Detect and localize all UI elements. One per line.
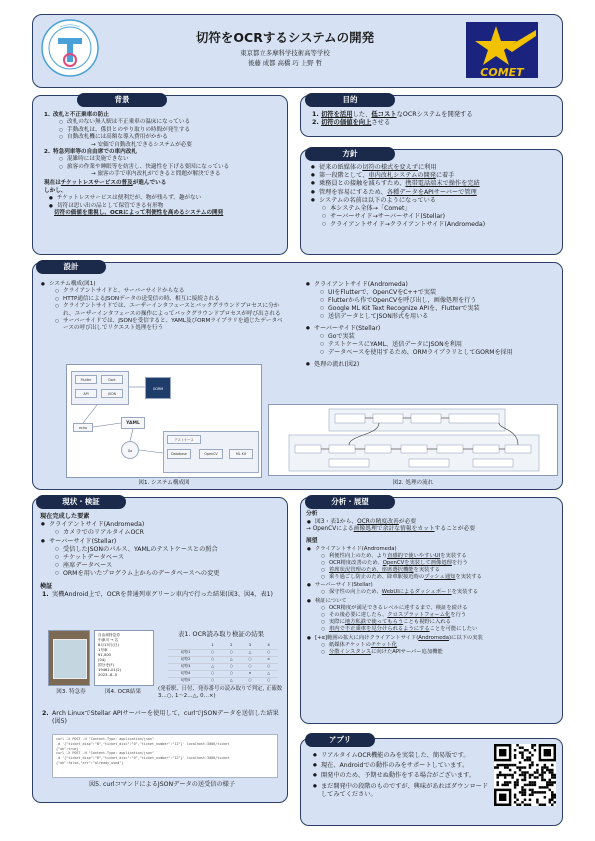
client-feature: ○ カメラでのリアルタイムOCR: [55, 529, 284, 537]
code-line: curl -X POST -H "Content-Type: application/json": [56, 751, 154, 756]
background-sub-item: ○ 手動改札は、係員とのやり取りの時間が発生する: [59, 127, 280, 134]
design-title: 設計: [36, 260, 106, 274]
implemented-list: [40, 521, 284, 578]
table-header-cell: 3: [241, 642, 260, 649]
background-body: [44, 112, 280, 217]
outlook-client-item: ○ 着席状況管理のため、座席選択機能を実装する: [321, 567, 558, 574]
school-name: 東京都立多摩科学技術高等学校: [240, 49, 330, 57]
outlook-server-sub: [315, 589, 558, 596]
background-sub-list: [53, 119, 280, 141]
policy-item: ● 乗務員との接触を減らすため、携帯電話端末で操作を完結: [310, 180, 558, 188]
table-header-row: [168, 642, 278, 649]
design-item: ● サーバーサイド(Stellar) ○ Goで実装 ○ テストケースにYAML、送信データにJSONを利用 ○ データベースを使用するため、ORMライブラリとしてGORMを採用: [305, 325, 557, 357]
outlook-verify: ● 検証について ○ OCR精度が満足できるレベルに達するまで、検証を続ける ○ その後必要に達したら、クロスプラットフォーム化を行う ○ 実際に地方私鉄で使ってもらうことも視野に入れる ○ 車内で不正乗車を見分けられるようにすることを可能にしたい: [306, 598, 558, 633]
design-sub-item: ○ クライアントサイドと、サーバーサイドからなる: [55, 288, 284, 295]
design-item: ● クライアントサイド(Andromeda) ○ UIをFlutterで、OpenCVをC++で実装 ○ Flutterから作でOpenCVを呼び出し，画像処理を行う ○ Google ML Kit Text Recognize APIを、Flutterで実装 ○ 送信データとしてJSON形式を用いる: [305, 281, 557, 321]
client-sub-list: [49, 529, 284, 537]
analysis-body: [306, 511, 558, 656]
table-cell: ○: [259, 677, 278, 684]
comet-logo-text: COMET: [480, 66, 524, 78]
table-cell: 切符4: [168, 670, 203, 677]
background-however: しかし、: [44, 187, 67, 194]
background-arrow: → 安価で自動改札できるシステムが必要: [91, 141, 192, 148]
outlook-verify-item: ○ 実際に地方私鉄で使ってもらうことも視野に入れる: [321, 619, 558, 626]
ocr-result-image: [94, 630, 154, 686]
table-cell: △: [259, 670, 278, 677]
download-qr-code[interactable]: [494, 744, 556, 806]
policy-item: ● 従来の紙媒体の切符の様式を変えずに利用: [310, 164, 558, 172]
app-item: ● 開発中のため、予期せぬ動作をする場合がございます。: [312, 772, 492, 780]
design-sub-item: ○ 送信データとしてJSON形式を用いる: [320, 313, 557, 321]
results-title: 現状・検証: [36, 495, 126, 509]
table-header-cell: 1: [203, 642, 222, 649]
fig4-caption: 図4. OCR結果: [104, 689, 142, 695]
diagram-node-api: API: [75, 389, 97, 398]
design-sub-item: ○ サーバーサイドでは、JSONを受信すると、YAML及びORMライブラリを通じたデータベースの呼び出しでリクエスト処理を行う: [55, 318, 284, 333]
ticket-photo: [48, 630, 90, 686]
app-body: [312, 752, 492, 801]
outlook-client: ● クライアントサイド(Andromeda) ○ 利便性向上のため、より直感的で使いやすいUIを実装する ○ OCR精度改善のため、OpenCVを実装して画像処理を行う ○ 着席状況管理のため、座席選択機能を実装する ○ 乗り過ごし防止のため、降車駅接近時のプッシュ通知を実装する: [306, 546, 558, 581]
diagram-node-mlkit: ML Kit: [229, 449, 253, 459]
process-flow-diagram: [269, 405, 559, 477]
background-note-item: ● チケットレスサービスは便利だが、物が残らず、趣がない: [48, 195, 280, 202]
policy-item: ● 第一段階として、車内改札システムの開発に着手: [310, 172, 558, 180]
table-cell: ○: [222, 663, 241, 670]
design-item: ● 処理の流れ(図2): [305, 361, 557, 369]
fig5-caption: 図5. curlコマンドによるJSONデータの送受信の様子: [88, 781, 236, 788]
design-sub-item: ○ テストケースにYAML、送信データにJSONを利用: [320, 341, 557, 349]
policy-name-item: ○ 本システム全体→「Comet」: [322, 205, 558, 213]
outlook-future-item: ○ 分散インスタンスに向けたAPIサーバー追加機能: [321, 649, 558, 656]
table-cell: △: [241, 649, 260, 656]
server-sub-list: [49, 546, 284, 579]
results-body: [40, 513, 284, 599]
ocr-line: 2023.-8.-5: [98, 672, 118, 677]
outlook-server: ● サーバーサイド(Stellar) ○ 保守性の向上のため、WebUIによるダッシュボードを実装する: [306, 582, 558, 596]
code-line: -d '{"ticket_disp":"B","ticket_disc":"0","ticket_number":"12"}' localhost:3000/ticket: [56, 756, 230, 761]
diagram-node-opencv: OpenCV: [199, 449, 223, 459]
table-row: [168, 670, 278, 677]
table-cell: ○: [241, 663, 260, 670]
app-list: [312, 752, 492, 799]
design-left-list: [40, 281, 284, 333]
ocr-line: 1号車: [98, 647, 108, 652]
table-cell: △: [222, 656, 241, 663]
table-cell: ○: [203, 656, 222, 663]
table-header-cell: [168, 642, 203, 649]
table-cell: △: [222, 677, 241, 684]
background-note-item: ● 切符は思い出の品として保管できる有形物: [48, 203, 280, 210]
policy-body: [310, 164, 558, 230]
design-sub-item: ○ Flutterから作でOpenCVを呼び出し，画像処理を行う: [320, 297, 557, 305]
diagram-node-go: Go: [121, 441, 139, 459]
background-sub-item: ○ 改札のない無人駅は不正乗車の温床になっている: [59, 119, 280, 126]
app-item: ● 現在、Androidでの動作のみをサポートしています。: [312, 762, 492, 770]
table1-caption: 表1. OCR読み取り検証の結果: [178, 630, 264, 638]
outlook-future-item: ○ 紙媒体チケットのチケット化: [321, 642, 558, 649]
background-note: 現在はチケットレスサービスの普及が進んでいる: [44, 180, 167, 187]
outlook-future: ● [+α]範囲の拡大に向けクライアントサイド(Andromeda)に以下の実装 ○ 紙媒体チケットのチケット化 ○ 分散インスタンスに向けたAPIサーバー追加機能: [306, 635, 558, 656]
table-cell: △: [203, 663, 222, 670]
table-cell: 切符3: [168, 663, 203, 670]
analysis-item: ● 図3・表1から、OCRの精度改善が必要: [306, 519, 558, 527]
analysis-list: [306, 519, 558, 527]
ocr-line: 8月13日(日): [98, 642, 119, 647]
school-logo-icon: [40, 18, 100, 78]
design-left-body: [40, 281, 284, 337]
outlook-future-sub: [315, 642, 558, 656]
policy-title: 方針: [305, 147, 395, 161]
background-sub-item: ○ 自動改札機には高額な導入費用がかかる: [59, 134, 280, 141]
ocr-verification-table: [168, 642, 278, 685]
comet-logo-icon: [466, 22, 538, 78]
ocr-line: 19461-01(2): [98, 667, 121, 672]
policy-name-item: ○ サーバーサイド→サーバーサイド(Stellar): [322, 213, 558, 221]
code-line: {"ok":true}: [56, 746, 79, 751]
outlook-heading: 展望: [306, 537, 318, 544]
table-header-cell: 2: [222, 642, 241, 649]
ocr-line: 国分寺(F): [98, 662, 115, 667]
outlook-list: [306, 546, 558, 657]
server-item: ● サーバーサイド(Stellar) ○ 受信したJSONのパルス、YAMLのテストケースとの照合 ○ チケットデータベース ○ 座席データベース ○ ORMを用いたプログラム上からのデータベースへの変更: [40, 538, 284, 579]
purpose-list: [312, 111, 558, 128]
policy-item: ● 管理を容易にするため、各種データをAPIサーバーで管理: [310, 189, 558, 197]
table-cell: 切符5: [168, 677, 203, 684]
design-sub-list: [49, 288, 284, 332]
design-sub-list: [314, 289, 557, 321]
system-diagram-figure: [66, 364, 262, 478]
background-sub-item: ○ 旅客の作業や睡眠等を妨害し、快適性を下げる要因になっている: [59, 164, 280, 171]
verify-item-1: 1. 実機Android上で，OCRを普通列車グリーン車内で行った結果(図3、図4，表1): [42, 590, 273, 598]
table-cell: ○: [241, 656, 260, 663]
fig3-caption: 図3. 特急券: [56, 689, 86, 695]
design-item: ● システム構成(図1) ○ クライアントサイドと、サーバーサイドからなる ○ HTTP通信によるJSONデータの送受信の時、相互に接続される ○ クライアントサイドでは、ユーザーインタフェースとバックグラウンドプロセスに分かれ、ユーザーインタフェースの操作によってバックグラウンドプロセスが呼び出される ○ サーバーサイドでは、JSONを受信すると、YAML及びORMライブラリを通じたデータベースの呼び出しでリクエスト処理を行う: [40, 281, 284, 333]
server-feature: ○ 座席データベース: [55, 562, 284, 570]
background-item: 2. 特急列車等の自由席での車内改札 ○ 混雑時には実施できない ○ 旅客の作業や睡眠等を妨害し、快適性を下げる要因になっている → 旅客の手で車内改札ができると問題が解決できる: [44, 149, 280, 179]
outlook-client-sub: [315, 553, 558, 581]
table-cell: ○: [259, 649, 278, 656]
policy-list: [310, 164, 558, 205]
background-conclusion: 切符の価値を重視し、OCRによって利便性を高めるシステムの開発: [54, 209, 224, 216]
ocr-line: 自由席特急券: [98, 633, 121, 637]
diagram-node-yaml: YAML: [121, 417, 145, 429]
table-cell: ○: [222, 670, 241, 677]
outlook-verify-sub: [315, 605, 558, 633]
app-item: ● リアルタイムOCR機能のみを実装した、簡易版です。: [312, 752, 492, 760]
design-sub-item: ○ HTTP通信によるJSONデータの送受信の時、相互に接続される: [55, 296, 284, 303]
authors: 後藤 成都 高橋 巧 上野 哲: [247, 59, 323, 67]
analysis-heading: 分析: [306, 511, 318, 517]
table-row: [168, 663, 278, 670]
outlook-verify-item: ○ 車内で不正乗車を見分けられるようにすることを可能にしたい: [321, 626, 558, 633]
design-sub-item: ○ Goで実装: [320, 333, 557, 341]
diagram-node-echo: echo: [73, 423, 93, 432]
table-cell: ○: [203, 670, 222, 677]
table1-note: (発着駅、日付、発券番号の読み取りで判定, 正確数3…○, 1〜2…△, 0…×): [158, 686, 283, 700]
design-sub-item: ○ データベースを使用するため、ORMライブラリとしてGORMを採用: [320, 349, 557, 357]
design-right-list: [305, 281, 557, 369]
ocr-line: 中津川 → 名: [98, 637, 119, 642]
table-row: [168, 649, 278, 656]
table-row: [168, 677, 278, 684]
table-row: [168, 656, 278, 663]
app-item: ● まだ開発中の段階のものですが、興味があればダウンロードしてみてください。: [312, 783, 492, 799]
diagram-node-gorm: GORM: [145, 377, 171, 399]
code-line: curl -X POST -H "Content-Type: application/json": [56, 737, 154, 741]
purpose-item: 1. 切符を活用した、低コストなOCRシステムを開発する: [312, 111, 473, 118]
policy-name-item: ○ クライアントサイド→クライアントサイド(Andromeda): [322, 221, 558, 229]
verify-item-2: 2. Arch LinuxでStellar APIサーバーを使用して，curlでJSONデータを送信した結果(図5): [42, 710, 279, 726]
outlook-client-item: ○ 乗り過ごし防止のため、降車駅接近時のプッシュ通知を実装する: [321, 574, 558, 581]
diagram-node-flutter: Flutter: [75, 375, 97, 384]
outlook-client-item: ○ 利便性向上のため、より直感的で使いやすいUIを実装する: [321, 553, 558, 560]
code-line: {"ok":false,"err":"already_used"}: [56, 760, 124, 765]
table-cell: ○: [203, 649, 222, 656]
background-note-list: [44, 195, 280, 210]
server-feature: ○ ORMを用いたプログラム上からのデータベースへの変更: [55, 570, 284, 578]
ticketless-highlight: チケットレスサービスの普及: [60, 180, 133, 187]
curl-json-output: [52, 734, 278, 778]
background-item: 1. 改札と不正乗車の防止 ○ 改札のない無人駅は不正乗車の温床になっている ○ 手動改札は、係員とのやり取りの時間が発生する ○ 自動改札機には高額な導入費用がかかる → 安価で自動改札できるシステムが必要: [44, 112, 280, 149]
diagram-node-json: JSON: [101, 389, 123, 398]
background-arrow: → 旅客の手で車内改札ができると問題が解決できる: [91, 171, 221, 177]
ocr-line: (04): [98, 657, 106, 662]
background-list: [44, 112, 280, 178]
server-feature: ○ 受信したJSONのパルス、YAMLのテストケースとの照合: [55, 546, 284, 554]
diagram-node-dart: Dart: [101, 375, 123, 384]
analysis-title: 分析・展望: [305, 495, 395, 509]
fig2-caption: 図2. 処理の流れ: [392, 480, 434, 486]
diagram-node-database: Database: [167, 449, 191, 459]
diagram-connectors: [67, 365, 263, 479]
outlook-verify-item: ○ OCR精度が満足できるレベルに達するまで、検証を続ける: [321, 605, 558, 612]
table-cell: ○: [241, 677, 260, 684]
ocr-line: ¥1,000: [98, 652, 111, 657]
table-cell: 切符1: [168, 649, 203, 656]
verify-heading: 検証: [40, 582, 53, 590]
outlook-verify-item: ○ その後必要に達したら、クロスプラットフォーム化を行う: [321, 612, 558, 619]
background-sub-list: [53, 156, 280, 171]
purpose-body: [312, 111, 558, 128]
purpose-item: 2. 切符の価値を向上させる: [312, 119, 391, 127]
diagram-node-testcase: テストケース: [167, 435, 201, 444]
design-sub-list: [314, 333, 557, 357]
table-cell: ○: [259, 663, 278, 670]
outlook-server-item: ○ 保守性の向上のため、WebUIによるダッシュボードを実装する: [321, 589, 558, 596]
background-sub-item: ○ 混雑時には実施できない: [59, 156, 280, 163]
page-title: 切符をOCRするシステムの開発: [195, 30, 375, 45]
analysis-arrow: → OpenCVによる画像処理で余計な情報をカットすることが必要: [306, 526, 476, 533]
client-item: ● クライアントサイド(Andromeda) ○ カメラでのリアルタイムOCR: [40, 521, 284, 537]
fig1-caption: 図1. システム構成図: [138, 480, 190, 486]
table-header-cell: 4: [259, 642, 278, 649]
process-flow-figure: [268, 404, 558, 476]
purpose-title: 目的: [305, 93, 395, 107]
policy-names: [310, 205, 558, 230]
app-title: アプリ: [305, 733, 375, 747]
table-cell: ×: [241, 670, 260, 677]
policy-item: ● システムの名前は以下のようになっている: [310, 197, 558, 205]
design-sub-item: ○ UIをFlutterで、OpenCVをC++で実装: [320, 289, 557, 297]
design-right-body: [305, 281, 557, 373]
outlook-client-item: ○ OCR精度改善のため、OpenCVを実装して画像処理を行う: [321, 560, 558, 567]
table-cell: 切符2: [168, 656, 203, 663]
design-sub-item: ○ クライアントサイドでは、ユーザーインタフェースとバックグラウンドプロセスに分かれ、ユーザーインタフェースの操作によってバックグラウンドプロセスが呼び出される: [55, 303, 284, 318]
table-cell: ○: [222, 649, 241, 656]
table-cell: ○: [203, 677, 222, 684]
table-cell: ×: [259, 656, 278, 663]
background-title: 背景: [77, 93, 167, 107]
code-line: -d '{"ticket_disp":"B","ticket_disc":"0","ticket_number":"12"}' localhost:3000/ticket: [56, 741, 230, 746]
implemented-heading: 現在完成した要素: [40, 513, 90, 520]
design-sub-item: ○ Google ML Kit Text Recognize APIを、Flutterで実装: [320, 305, 557, 313]
server-feature: ○ チケットデータベース: [55, 554, 284, 562]
